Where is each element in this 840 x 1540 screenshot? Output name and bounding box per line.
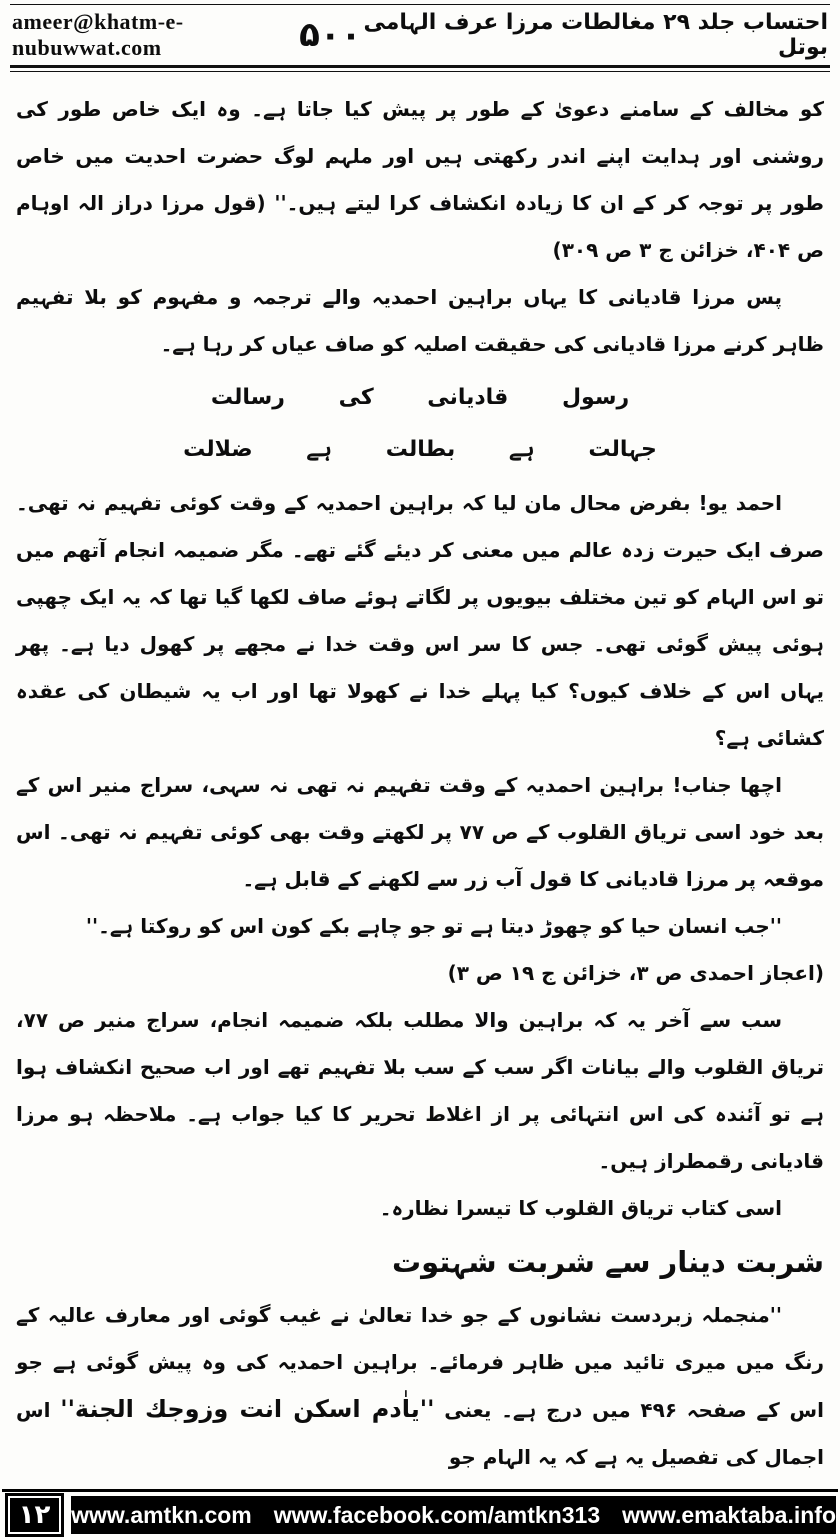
paragraph-3: احمد یو! بفرض محال مان لیا کہ براہین احمدیہ کے وقت کوئی تفہیم نہ تھی۔ صرف ایک حیرت زدہ عالم میں معنی کر دیئے گئے تھے۔ مگر ضمیمہ انجام آتھم میں تو اس الہام کو تین مختلف بیویوں پر لگاتے ہوئے صاف لکھا گیا تھا کہ یہ ایک چھپی ہوئی پیش گوئی تھی۔ جس کا سر اس وقت خدا نے مجھے پر کھول دیا ہے۔ پھر یہاں اس کے خلاف کیوں؟ کیا پہلے خدا نے کھولا تھا اور اب یہ شیطان کی عقدہ کشائی ہے؟ bbox=[16, 491, 824, 750]
page-body bbox=[0, 72, 840, 1481]
reference-citation: (اعجاز احمدی ص ۳، خزائن ج ۱۹ ص ۳) bbox=[447, 961, 824, 985]
footer-links-bar bbox=[71, 1496, 836, 1534]
arabic-quote: ''یاٰدم اسکن انت وزوجك الجنة'' bbox=[60, 1395, 435, 1423]
footer-link-emaktaba: www.emaktaba.info bbox=[622, 1501, 836, 1528]
footer-link-amtkn: www.amtkn.com bbox=[71, 1501, 252, 1528]
section-heading: شربت دینار سے شربت شہتوت bbox=[391, 1245, 824, 1279]
page-header bbox=[0, 5, 840, 63]
quote-line: ''جب انسان حیا کو چھوڑ دیتا ہے تو جو چاہے بکے کون اس کو روکتا ہے۔'' bbox=[85, 914, 782, 938]
paragraph-4: اچھا جناب! براہین احمدیہ کے وقت تفہیم نہ تھی نہ سہی، سراج منیر اس کے بعد خود اسی تریاق القلوب کے ص ۷۷ پر لکھتے وقت بھی کوئی تفہیم نہ تھی۔ اس موقعہ پر مرزا قادیانی کا قول آب زر سے لکھنے کے قابل ہے۔ bbox=[16, 773, 824, 891]
footer-link-facebook: www.facebook.com/amtkn313 bbox=[273, 1501, 601, 1528]
couplet-line-1: رسول قادیانی کی رسالت bbox=[210, 385, 630, 410]
paragraph-tisra-nazara: اسی کتاب تریاق القلوب کا تیسرا نظارہ۔ bbox=[379, 1196, 782, 1220]
header-email: ameer@khatm-e-nubuwwat.com bbox=[12, 9, 184, 60]
paragraph-6-text-before: ''منجملہ زبردست نشانوں کے جو خدا تعالیٰ نے غیب گوئی اور معارف عالیہ کے رنگ میں میری تائید میں ظاہر فرمائے۔ براہین احمدیہ کی وہ پیش گوئی ہے جو اس کے صفحہ ۴۹۶ میں درج ہے۔ یعنی bbox=[16, 1303, 825, 1422]
footer-page-number: ۱۲ bbox=[8, 1496, 61, 1534]
couplet-line-2: جہالت ہے بطالت ہے ضلالت bbox=[183, 437, 657, 462]
header-title: احتساب جلد ۲۹ مغالطات مرزا عرف الہامی بوتل bbox=[363, 10, 828, 60]
header-page-number: ۵۰۰ bbox=[299, 15, 362, 55]
couplet bbox=[16, 372, 824, 476]
paragraph-6-text-after: اس اجمال کی تفصیل یہ ہے کہ یہ الہام جو bbox=[16, 1398, 824, 1469]
footer-row bbox=[0, 1496, 840, 1540]
paragraph-2: پس مرزا قادیانی کا یہاں براہین احمدیہ والے ترجمہ و مفہوم کو بلا تفہیم ظاہر کرنے مرزا قادیانی کی حقیقت اصلیہ کو صاف عیاں کر رہا ہے۔ bbox=[16, 285, 824, 356]
footer-rule bbox=[2, 1489, 838, 1492]
paragraph-6 bbox=[16, 1292, 824, 1481]
page-footer bbox=[0, 1489, 840, 1540]
paragraph-1: کو مخالف کے سامنے دعویٰ کے طور پر پیش کیا جاتا ہے۔ وہ ایک خاص طور کی روشنی اور ہدایت اپنے اندر رکھتی ہیں اور ملہم لوگ حضرت احدیت میں خاص طور پر توجہ کر کے ان کا زیادہ انکشاف کرا لیتے ہیں۔'' (قول مرزا دراز الہ اوہام ص ۴۰۴، خزائن ج ۳ ص ۳۰۹) bbox=[16, 97, 824, 262]
paragraph-5: سب سے آخر یہ کہ براہین والا مطلب بلکہ ضمیمہ انجام، سراج منیر ص ۷۷، تریاق القلوب والے بیانات اگر سب کے سب بلا تفہیم تھے اور اب صحیح انکشاف ہوا ہے تو آئندہ کی اس انتہائی پر از اغلاط تحریر کا کیا جواب ہے۔ ملاحظہ ہو مرزا قادیانی رقمطراز ہیں۔ bbox=[16, 1008, 824, 1173]
header-divider bbox=[10, 65, 830, 72]
